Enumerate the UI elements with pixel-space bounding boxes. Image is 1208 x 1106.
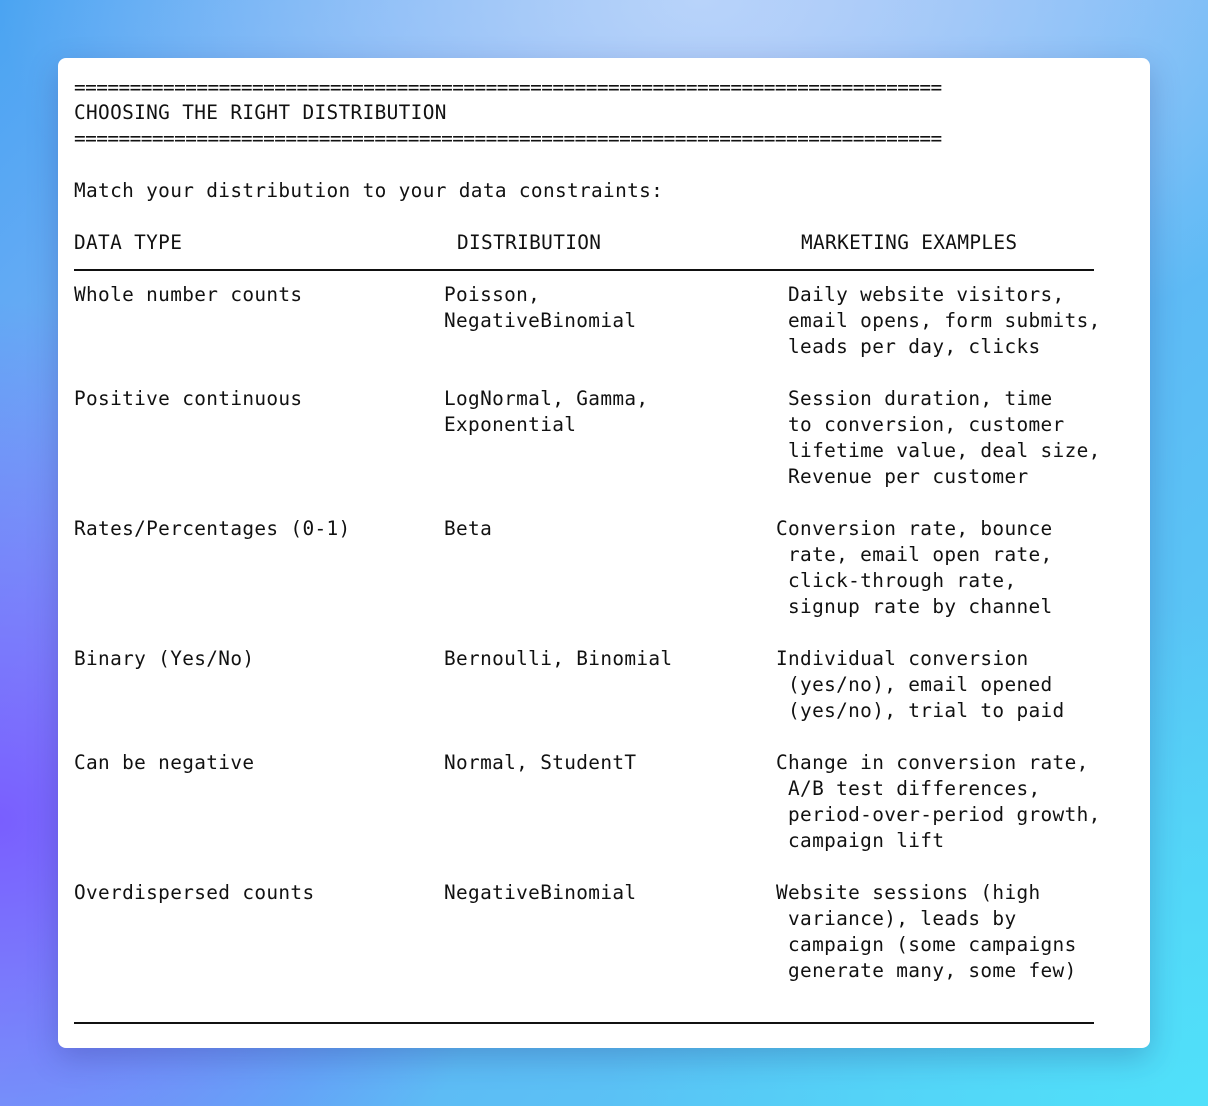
footer-divider — [74, 1022, 1094, 1024]
header-rule-bottom: ============================================================================== — [74, 127, 942, 150]
header-divider — [74, 269, 1094, 271]
column-header-marketing-examples: MARKETING EXAMPLES — [801, 231, 1018, 254]
row-2-distribution: LogNormal, Gamma, Exponential — [444, 387, 649, 436]
row-3-examples: Conversion rate, bounce rate, email open rate, click-through rate, signup rate by channel — [776, 517, 1053, 618]
row-6-distribution: NegativeBinomial — [444, 881, 637, 904]
row-6-data-type: Overdispersed counts — [74, 881, 315, 904]
row-4-examples: Individual conversion (yes/no), email opened (yes/no), trial to paid — [776, 647, 1065, 722]
row-5-data-type: Can be negative — [74, 751, 255, 774]
column-header-distribution: DISTRIBUTION — [457, 231, 602, 254]
intro-text: Match your distribution to your data constraints: — [74, 179, 664, 202]
row-4-data-type: Binary (Yes/No) — [74, 647, 255, 670]
row-2-examples: Session duration, time to conversion, customer lifetime value, deal size, Revenue per customer — [788, 387, 1101, 488]
row-4-distribution: Bernoulli, Binomial — [444, 647, 673, 670]
row-6-examples: Website sessions (high variance), leads by campaign (some campaigns generate many, some few) — [776, 881, 1077, 982]
row-1-distribution: Poisson, NegativeBinomial — [444, 283, 637, 332]
row-2-data-type: Positive continuous — [74, 387, 303, 410]
row-1-examples: Daily website visitors, email opens, form submits, leads per day, clicks — [788, 283, 1101, 358]
row-3-distribution: Beta — [444, 517, 493, 540]
row-5-examples: Change in conversion rate, A/B test differences, period-over-period growth, campaign lift — [776, 751, 1101, 852]
column-header-data-type: DATA TYPE — [74, 231, 183, 254]
row-1-data-type: Whole number counts — [74, 283, 303, 306]
row-5-distribution: Normal, StudentT — [444, 751, 637, 774]
row-3-data-type: Rates/Percentages (0-1) — [74, 517, 351, 540]
page-title: CHOOSING THE RIGHT DISTRIBUTION — [74, 101, 447, 124]
header-rule-top: ============================================================================== — [74, 76, 942, 99]
text-panel — [58, 58, 1150, 1048]
